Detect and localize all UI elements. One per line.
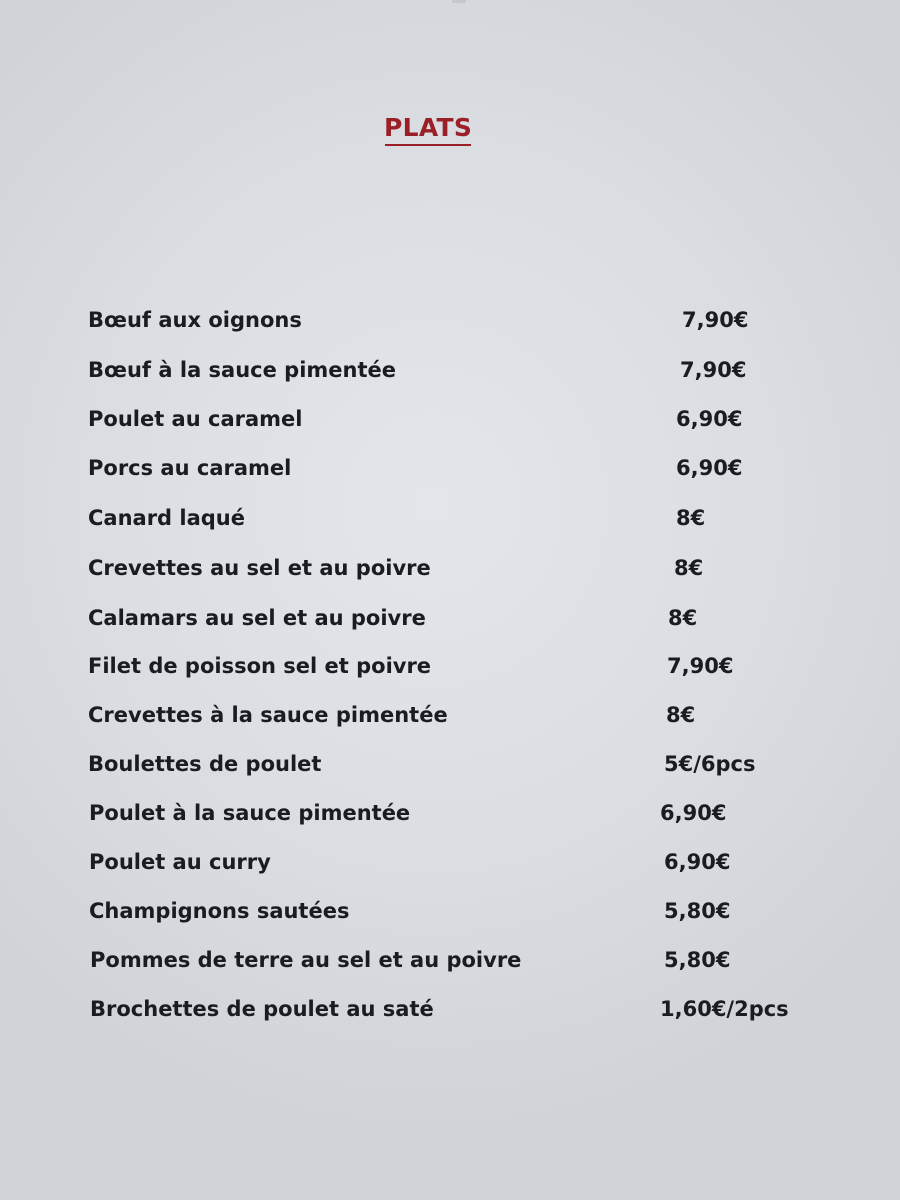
item-price: 8€ — [666, 703, 696, 727]
menu-item — [0, 305, 900, 339]
menu-item — [0, 355, 900, 389]
item-price: 6,90€ — [676, 456, 743, 480]
item-name: Filet de poisson sel et poivre — [88, 654, 432, 678]
item-name: Poulet au caramel — [88, 407, 303, 431]
item-price: 7,90€ — [667, 654, 734, 678]
item-price: 6,90€ — [676, 407, 743, 431]
item-price: 5,80€ — [664, 899, 731, 923]
item-price: 5,80€ — [664, 948, 731, 972]
menu-item — [0, 453, 900, 487]
title-underline — [385, 144, 471, 146]
item-price: 8€ — [674, 556, 704, 580]
item-price: 6,90€ — [660, 801, 727, 825]
menu-item — [0, 945, 900, 979]
menu-item — [0, 503, 900, 537]
item-price: 7,90€ — [680, 358, 747, 382]
item-name: Poulet au curry — [89, 850, 271, 874]
menu-item — [0, 847, 900, 881]
item-price: 6,90€ — [664, 850, 731, 874]
menu-item — [0, 994, 900, 1028]
item-price: 8€ — [676, 506, 706, 530]
item-name: Canard laqué — [88, 506, 245, 530]
item-name: Champignons sautées — [89, 899, 350, 923]
menu-item — [0, 603, 900, 637]
item-name: Crevettes au sel et au poivre — [88, 556, 431, 580]
item-name: Crevettes à la sauce pimentée — [88, 703, 448, 727]
page-title: PLATS — [384, 113, 473, 142]
menu-item — [0, 700, 900, 734]
menu-item — [0, 553, 900, 587]
item-name: Calamars au sel et au poivre — [88, 606, 426, 630]
item-name: Boulettes de poulet — [88, 752, 322, 776]
item-name: Pommes de terre au sel et au poivre — [90, 948, 522, 972]
menu-item — [0, 896, 900, 930]
menu-item — [0, 651, 900, 685]
menu-item — [0, 404, 900, 438]
item-name: Brochettes de poulet au saté — [90, 997, 434, 1021]
item-price: 7,90€ — [682, 308, 749, 332]
item-name: Porcs au caramel — [88, 456, 292, 480]
menu-item — [0, 749, 900, 783]
menu-item — [0, 798, 900, 832]
item-name: Bœuf à la sauce pimentée — [88, 358, 396, 382]
paper-mark — [452, 0, 466, 3]
item-name: Poulet à la sauce pimentée — [89, 801, 411, 825]
item-name: Bœuf aux oignons — [88, 308, 302, 332]
item-price: 8€ — [668, 606, 698, 630]
item-price: 5€/6pcs — [664, 752, 756, 776]
item-price: 1,60€/2pcs — [660, 997, 789, 1021]
